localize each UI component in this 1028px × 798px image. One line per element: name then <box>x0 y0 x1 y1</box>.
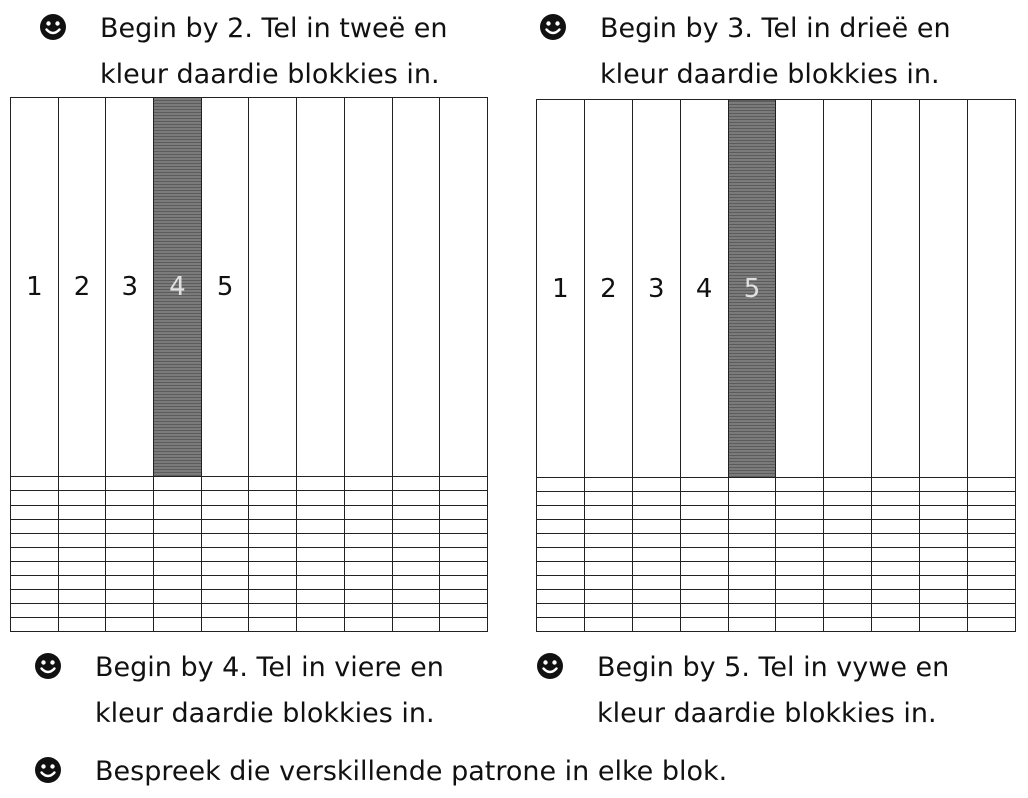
grid-row <box>11 575 488 589</box>
grid-cell[interactable] <box>297 617 345 631</box>
grid-cell[interactable] <box>824 590 872 604</box>
grid-cell-number[interactable]: 1 <box>11 98 59 477</box>
grid-cell[interactable] <box>680 478 728 492</box>
instruction-text <box>597 645 949 737</box>
grid-cell[interactable] <box>297 547 345 561</box>
grid-cell[interactable] <box>344 589 392 603</box>
grid-cell[interactable] <box>440 603 488 617</box>
grid-cell[interactable] <box>776 492 824 506</box>
grid-cell[interactable] <box>584 576 632 590</box>
grid-cell[interactable] <box>201 589 249 603</box>
grid-cell[interactable] <box>58 505 106 519</box>
grid-cell[interactable] <box>728 520 776 534</box>
grid-cell[interactable] <box>920 100 968 478</box>
grid-cell[interactable] <box>392 519 440 533</box>
grid-cell[interactable] <box>297 533 345 547</box>
grid-row <box>11 561 488 575</box>
grid-row <box>537 534 1016 548</box>
grid-cell[interactable] <box>11 589 59 603</box>
grid-cell[interactable] <box>824 604 872 618</box>
grid-row <box>537 618 1016 632</box>
grid-cell[interactable] <box>632 534 680 548</box>
instruction-line-1: Begin by 3. Tel in drieë en <box>600 13 951 44</box>
grid-cell-number[interactable]: 1 <box>537 100 585 478</box>
grid-cell[interactable] <box>632 548 680 562</box>
instruction-line-2: kleur daardie blokkies in. <box>100 59 440 90</box>
grid-cell[interactable] <box>154 603 202 617</box>
instruction-text <box>100 6 448 98</box>
grid-cell[interactable] <box>968 478 1016 492</box>
grid-cell[interactable] <box>344 617 392 631</box>
instruction-line-1: Begin by 2. Tel in tweë en <box>100 13 448 44</box>
grid-cell[interactable] <box>920 590 968 604</box>
grid-cell[interactable] <box>11 477 59 491</box>
grid-cell[interactable] <box>154 519 202 533</box>
grid-cell[interactable] <box>154 575 202 589</box>
grid-cell[interactable] <box>58 589 106 603</box>
grid-cell[interactable] <box>154 589 202 603</box>
grid-cell[interactable] <box>537 520 585 534</box>
grid-cell[interactable] <box>249 575 297 589</box>
grid-cell-number[interactable]: 5 <box>201 98 249 477</box>
grid-row <box>11 505 488 519</box>
grid-row <box>11 491 488 505</box>
grid-cell[interactable] <box>537 604 585 618</box>
grid-cell[interactable] <box>968 604 1016 618</box>
hundred-grid-right <box>536 99 1016 632</box>
grid-cell[interactable] <box>632 506 680 520</box>
grid-cell[interactable] <box>776 562 824 576</box>
grid-cell[interactable] <box>584 562 632 576</box>
grid-cell[interactable] <box>537 534 585 548</box>
grid-cell[interactable] <box>728 618 776 632</box>
grid-cell[interactable] <box>728 548 776 562</box>
grid-cell[interactable] <box>872 618 920 632</box>
grid-cell[interactable] <box>297 519 345 533</box>
grid-cell[interactable] <box>776 506 824 520</box>
grid-cell[interactable] <box>201 575 249 589</box>
grid-cell[interactable] <box>584 534 632 548</box>
grid-cell[interactable] <box>920 520 968 534</box>
grid-cell[interactable] <box>201 491 249 505</box>
grid-cell[interactable] <box>249 547 297 561</box>
grid-cell[interactable] <box>201 519 249 533</box>
grid-cell[interactable] <box>201 561 249 575</box>
grid-cell[interactable] <box>11 575 59 589</box>
grid-cell[interactable] <box>920 478 968 492</box>
grid-cell[interactable] <box>584 478 632 492</box>
grid-cell[interactable] <box>106 505 154 519</box>
grid-cell[interactable] <box>106 491 154 505</box>
grid-cell[interactable] <box>201 477 249 491</box>
grid-cell[interactable] <box>680 492 728 506</box>
grid-cell[interactable] <box>249 98 297 477</box>
grid-cell[interactable] <box>106 533 154 547</box>
grid-cell[interactable] <box>968 618 1016 632</box>
grid-cell[interactable] <box>537 590 585 604</box>
grid-cell[interactable] <box>249 617 297 631</box>
grid-cell[interactable] <box>440 98 488 477</box>
grid-cell[interactable] <box>106 561 154 575</box>
grid-cell[interactable] <box>154 505 202 519</box>
instruction-line-2: kleur daardie blokkies in. <box>95 698 435 729</box>
grid-cell[interactable] <box>776 618 824 632</box>
grid-cell[interactable] <box>632 478 680 492</box>
grid-cell[interactable] <box>392 561 440 575</box>
grid-row <box>537 576 1016 590</box>
grid-cell[interactable] <box>297 477 345 491</box>
instruction-text <box>95 645 444 737</box>
grid-row <box>11 533 488 547</box>
grid-cell[interactable] <box>249 519 297 533</box>
grid-cell[interactable] <box>440 561 488 575</box>
grid-cell[interactable] <box>680 534 728 548</box>
grid-cell[interactable] <box>824 618 872 632</box>
instruction-line-1: Begin by 4. Tel in viere en <box>95 652 444 683</box>
grid-cell[interactable] <box>968 534 1016 548</box>
grid-cell[interactable] <box>680 590 728 604</box>
instruction-text <box>95 749 727 795</box>
grid-cell[interactable] <box>968 562 1016 576</box>
instruction-line-2: kleur daardie blokkies in. <box>600 59 940 90</box>
grid-cell[interactable] <box>201 505 249 519</box>
grid-cell[interactable] <box>537 478 585 492</box>
grid-cell[interactable] <box>106 575 154 589</box>
grid-cell[interactable] <box>680 576 728 590</box>
grid-cell[interactable] <box>154 561 202 575</box>
grid-cell[interactable] <box>537 506 585 520</box>
grid-cell[interactable] <box>154 491 202 505</box>
grid-cell[interactable] <box>584 520 632 534</box>
grid-cell[interactable] <box>824 534 872 548</box>
grid-cell[interactable] <box>440 477 488 491</box>
grid-cell[interactable] <box>872 576 920 590</box>
grid-cell[interactable] <box>824 100 872 478</box>
grid-row <box>537 548 1016 562</box>
grid-cell[interactable] <box>106 603 154 617</box>
grid-cell[interactable] <box>440 519 488 533</box>
grid-row <box>537 100 1016 478</box>
grid-cell[interactable] <box>776 534 824 548</box>
grid-cell[interactable] <box>344 477 392 491</box>
smiley-face-icon <box>535 651 565 681</box>
grid-cell[interactable] <box>11 561 59 575</box>
grid-cell[interactable] <box>824 562 872 576</box>
grid-cell[interactable] <box>824 520 872 534</box>
grid-cell[interactable] <box>440 533 488 547</box>
grid-cell[interactable] <box>728 576 776 590</box>
grid-cell[interactable] <box>632 604 680 618</box>
grid-cell[interactable] <box>632 562 680 576</box>
grid-row <box>11 589 488 603</box>
grid-cell[interactable] <box>968 520 1016 534</box>
grid-cell[interactable] <box>297 575 345 589</box>
grid-cell[interactable] <box>440 589 488 603</box>
grid-cell[interactable] <box>968 590 1016 604</box>
grid-cell[interactable] <box>58 519 106 533</box>
grid-cell[interactable] <box>680 506 728 520</box>
grid-cell[interactable] <box>680 618 728 632</box>
grid-cell[interactable] <box>11 519 59 533</box>
grid-cell[interactable] <box>201 533 249 547</box>
instruction-text <box>600 6 951 98</box>
grid-cell[interactable] <box>392 547 440 561</box>
grid-cell[interactable] <box>440 575 488 589</box>
grid-cell[interactable] <box>776 100 824 478</box>
grid-cell[interactable] <box>968 548 1016 562</box>
grid-cell[interactable] <box>249 477 297 491</box>
grid-row <box>537 604 1016 618</box>
grid-cell[interactable] <box>776 520 824 534</box>
grid-cell[interactable] <box>249 491 297 505</box>
grid-cell[interactable] <box>106 547 154 561</box>
grid-row <box>11 98 488 477</box>
grid-cell[interactable] <box>58 491 106 505</box>
grid-row <box>537 478 1016 492</box>
grid-cell[interactable] <box>872 604 920 618</box>
grid-cell[interactable] <box>728 590 776 604</box>
grid-cell[interactable] <box>106 519 154 533</box>
grid-cell[interactable] <box>872 520 920 534</box>
grid-cell[interactable] <box>11 491 59 505</box>
grid-cell[interactable] <box>776 604 824 618</box>
grid-cell[interactable] <box>728 506 776 520</box>
grid-cell[interactable] <box>872 534 920 548</box>
grid-row <box>537 590 1016 604</box>
grid-cell[interactable] <box>776 548 824 562</box>
grid-cell-number[interactable]: 3 <box>632 100 680 478</box>
grid-cell[interactable] <box>11 505 59 519</box>
grid-cell[interactable] <box>537 492 585 506</box>
grid-cell[interactable] <box>201 547 249 561</box>
grid-cell[interactable] <box>632 520 680 534</box>
grid-cell-number[interactable]: 2 <box>58 98 106 477</box>
grid-cell[interactable] <box>58 561 106 575</box>
grid-cell[interactable] <box>344 533 392 547</box>
smiley-face-icon <box>33 651 63 681</box>
instruction-line-1: Bespreek die verskillende patrone in elke blok. <box>95 756 728 787</box>
grid-cell[interactable] <box>584 590 632 604</box>
grid-cell[interactable] <box>249 533 297 547</box>
grid-cell[interactable] <box>344 491 392 505</box>
grid-cell[interactable] <box>728 478 776 492</box>
grid-row <box>11 477 488 491</box>
grid-cell[interactable] <box>344 98 392 477</box>
grid-cell[interactable] <box>297 98 345 477</box>
grid-cell[interactable] <box>728 604 776 618</box>
grid-cell[interactable] <box>297 589 345 603</box>
grid-cell[interactable] <box>537 548 585 562</box>
grid-cell[interactable] <box>249 561 297 575</box>
grid-cell[interactable] <box>154 617 202 631</box>
grid-row <box>537 562 1016 576</box>
grid-cell[interactable] <box>106 477 154 491</box>
grid-row <box>537 506 1016 520</box>
grid-cell[interactable] <box>968 576 1016 590</box>
grid-cell[interactable] <box>920 604 968 618</box>
grid-cell[interactable] <box>680 604 728 618</box>
grid-cell[interactable] <box>297 561 345 575</box>
grid-cell[interactable] <box>58 603 106 617</box>
grid-cell[interactable] <box>392 505 440 519</box>
grid-cell[interactable] <box>824 506 872 520</box>
grid-cell[interactable] <box>344 505 392 519</box>
grid-cell[interactable] <box>201 617 249 631</box>
grid-cell[interactable] <box>872 506 920 520</box>
grid-cell[interactable] <box>58 547 106 561</box>
grid-cell[interactable] <box>728 534 776 548</box>
grid-cell[interactable] <box>392 603 440 617</box>
hundred-grid-left <box>10 97 488 632</box>
grid-cell[interactable] <box>968 100 1016 478</box>
grid-cell[interactable] <box>824 478 872 492</box>
grid-cell[interactable] <box>872 492 920 506</box>
grid-cell[interactable] <box>680 520 728 534</box>
grid-cell[interactable] <box>249 603 297 617</box>
grid-row <box>537 492 1016 506</box>
grid-row <box>11 547 488 561</box>
grid-cell-shaded[interactable]: 5 <box>728 100 776 478</box>
grid-cell[interactable] <box>392 617 440 631</box>
grid-cell[interactable] <box>344 547 392 561</box>
instruction-line-2: kleur daardie blokkies in. <box>597 698 937 729</box>
grid-cell[interactable] <box>632 618 680 632</box>
grid-cell[interactable] <box>728 562 776 576</box>
grid-cell[interactable] <box>392 589 440 603</box>
grid-cell[interactable] <box>201 603 249 617</box>
grid-cell[interactable] <box>344 519 392 533</box>
grid-cell[interactable] <box>872 590 920 604</box>
grid-cell[interactable] <box>297 491 345 505</box>
grid-cell[interactable] <box>58 477 106 491</box>
grid-cell[interactable] <box>920 618 968 632</box>
grid-cell-number[interactable]: 4 <box>680 100 728 478</box>
grid-cell[interactable] <box>680 548 728 562</box>
grid-cell[interactable] <box>344 561 392 575</box>
grid-cell[interactable] <box>920 548 968 562</box>
grid-cell[interactable] <box>11 533 59 547</box>
grid-cell[interactable] <box>584 506 632 520</box>
grid-cell[interactable] <box>58 617 106 631</box>
grid-cell-shaded[interactable]: 4 <box>154 98 202 477</box>
grid-cell[interactable] <box>537 576 585 590</box>
grid-cell[interactable] <box>584 604 632 618</box>
grid-cell[interactable] <box>632 590 680 604</box>
grid-cell[interactable] <box>344 575 392 589</box>
grid-cell[interactable] <box>154 477 202 491</box>
grid-cell[interactable] <box>920 562 968 576</box>
grid-row <box>537 520 1016 534</box>
grid-row <box>11 519 488 533</box>
grid-row <box>11 617 488 631</box>
grid-cell[interactable] <box>392 575 440 589</box>
grid-cell[interactable] <box>344 603 392 617</box>
grid-cell[interactable] <box>392 477 440 491</box>
grid-cell[interactable] <box>920 534 968 548</box>
grid-cell[interactable] <box>392 491 440 505</box>
grid-cell[interactable] <box>392 533 440 547</box>
grid-cell-number[interactable]: 3 <box>106 98 154 477</box>
grid-cell[interactable] <box>968 506 1016 520</box>
grid-cell[interactable] <box>920 576 968 590</box>
grid-cell[interactable] <box>872 548 920 562</box>
grid-cell[interactable] <box>728 492 776 506</box>
grid-cell[interactable] <box>968 492 1016 506</box>
grid-row <box>11 603 488 617</box>
grid-cell[interactable] <box>440 491 488 505</box>
instruction-line-1: Begin by 5. Tel in vywe en <box>597 652 950 683</box>
grid-cell[interactable] <box>824 576 872 590</box>
smiley-face-icon <box>538 12 568 42</box>
grid-cell[interactable] <box>872 100 920 478</box>
grid-cell[interactable] <box>824 492 872 506</box>
grid-cell[interactable] <box>154 547 202 561</box>
grid-cell[interactable] <box>297 603 345 617</box>
grid-cell[interactable] <box>11 547 59 561</box>
grid-cell[interactable] <box>680 562 728 576</box>
grid-cell[interactable] <box>106 589 154 603</box>
grid-cell[interactable] <box>11 617 59 631</box>
grid-cell[interactable] <box>440 547 488 561</box>
grid-cell[interactable] <box>58 575 106 589</box>
grid-cell[interactable] <box>392 98 440 477</box>
grid-cell[interactable] <box>632 492 680 506</box>
grid-cell[interactable] <box>584 548 632 562</box>
grid-cell[interactable] <box>776 576 824 590</box>
grid-cell[interactable] <box>776 590 824 604</box>
grid-cell[interactable] <box>440 505 488 519</box>
grid-cell[interactable] <box>632 576 680 590</box>
grid-cell[interactable] <box>584 618 632 632</box>
grid-cell[interactable] <box>872 478 920 492</box>
smiley-face-icon <box>33 755 63 785</box>
grid-cell[interactable] <box>872 562 920 576</box>
smiley-face-icon <box>38 12 68 42</box>
grid-cell[interactable] <box>537 618 585 632</box>
grid-cell[interactable] <box>58 533 106 547</box>
grid-cell[interactable] <box>440 617 488 631</box>
grid-cell[interactable] <box>537 562 585 576</box>
grid-cell[interactable] <box>824 548 872 562</box>
grid-cell[interactable] <box>584 492 632 506</box>
grid-cell[interactable] <box>106 617 154 631</box>
grid-cell-number[interactable]: 2 <box>584 100 632 478</box>
grid-cell[interactable] <box>776 478 824 492</box>
grid-cell[interactable] <box>249 505 297 519</box>
grid-cell[interactable] <box>249 589 297 603</box>
grid-cell[interactable] <box>11 603 59 617</box>
grid-cell[interactable] <box>920 506 968 520</box>
grid-cell[interactable] <box>920 492 968 506</box>
grid-cell[interactable] <box>154 533 202 547</box>
grid-cell[interactable] <box>297 505 345 519</box>
